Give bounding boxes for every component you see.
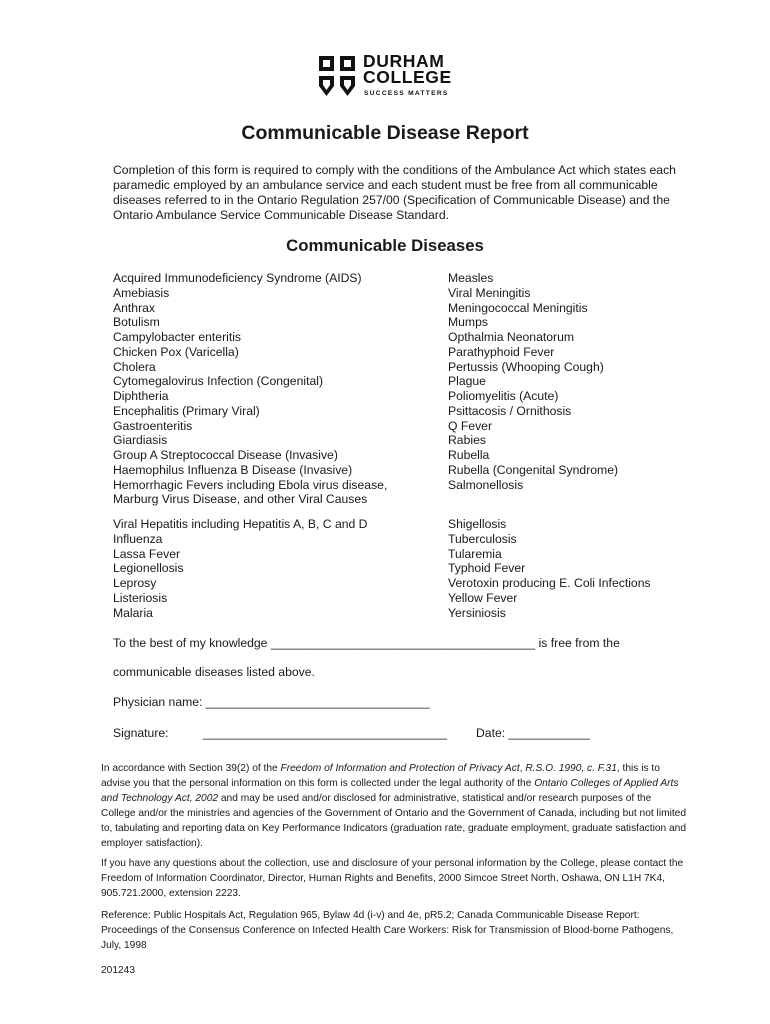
list-item: Opthalmia Neonatorum <box>448 330 574 344</box>
disease-list-right-1 <box>448 271 618 492</box>
list-item: Malaria <box>113 605 153 620</box>
list-item: Yellow Fever <box>448 590 518 605</box>
durham-college-logo <box>318 52 458 102</box>
list-item: Viral Meningitis <box>448 285 531 300</box>
list-item: Rubella (Congenital Syndrome) <box>448 462 619 477</box>
list-item: Parathyphoid Fever <box>448 344 555 359</box>
list-item: Measles <box>448 271 494 285</box>
disease-list-left-1 <box>113 271 387 507</box>
form-code: 201243 <box>101 965 135 976</box>
list-item: Encephalitis (Primary Viral) <box>113 403 260 418</box>
list-item: Mumps <box>448 315 488 330</box>
colleges-act-name: Ontario Colleges of Applied Arts and Technology Act, 2002 <box>101 778 679 804</box>
list-item: Verotoxin producing E. Coli Infections <box>448 576 651 590</box>
knowledge-statement-cont: communicable diseases listed above. <box>113 665 315 679</box>
logo-tagline: SUCCESS MATTERS <box>364 90 449 97</box>
list-item: Lassa Fever <box>113 546 181 561</box>
list-item: Amebiasis <box>113 285 170 300</box>
list-item: Tularemia <box>448 546 502 561</box>
list-item: Yersiniosis <box>448 605 506 620</box>
list-item: Listeriosis <box>113 590 168 605</box>
list-item: Tuberculosis <box>448 531 517 546</box>
intro-paragraph: Completion of this form is required to comply with the conditions of the Ambulance Act which states each paramedic employed by an ambulance service and each student must be free from all communicable diseases referred to in the Ontario Regulation 257/00 (Specification of Communicable Disease) and the Ontario Ambulance Service Communicable Disease Standard. <box>113 163 676 222</box>
list-item: Viral Hepatitis including Hepatitis A, B, C and D <box>113 517 368 531</box>
list-item: Cholera <box>113 359 156 374</box>
diseases-heading: Communicable Diseases <box>286 236 484 255</box>
disease-list-right-2 <box>448 517 651 620</box>
list-item: Poliomyelitis (Acute) <box>448 389 559 403</box>
list-item: Hemorrhagic Fevers including Ebola virus disease, <box>113 477 388 492</box>
list-item: Haemophilus Influenza B Disease (Invasive) <box>113 462 353 477</box>
signature-field[interactable]: ____________________________________ <box>203 726 448 740</box>
physician-name-field[interactable]: Physician name: _________________________________ <box>113 695 430 709</box>
privacy-text: , <box>519 763 526 774</box>
list-item: Shigellosis <box>448 517 507 531</box>
privacy-text: In accordance with Section 39(2) of the <box>101 763 281 774</box>
privacy-text: and may be used and/or disclosed for administrative, statistical and/or research purposes of the College and/or the ministries and agencies of the Government of Ontario and the Government of Canada, including but not limited to, tabulating and reporting data on Key Performance Indicators (graduation rate, graduate employment, graduate satisfaction and employer satisfaction). <box>101 793 687 849</box>
logo-text-college: COLLEGE <box>363 67 452 87</box>
list-item: Botulism <box>113 315 160 330</box>
privacy-act-name: Freedom of Information and Protection of Privacy Act <box>280 763 520 774</box>
list-item: Influenza <box>113 531 163 546</box>
list-item: Psittacosis / Ornithosis <box>448 403 572 418</box>
list-item: Cytomegalovirus Infection (Congenital) <box>113 374 323 389</box>
list-item: Anthrax <box>113 300 156 315</box>
list-item: Giardiasis <box>113 433 168 448</box>
list-item: Marburg Virus Disease, and other Viral Causes <box>113 492 368 507</box>
reference-paragraph: Reference: Public Hospitals Act, Regulation 965, Bylaw 4d (i-v) and 4e, pR5.2; Canada Communicable Disease Report: Proceedings of the Consensus Conference on Infected Health Care Workers: Risk for Transmission of Blood-borne Pathogens, July, 1998 <box>101 910 674 951</box>
logo-text-durham: DURHAM <box>363 51 445 71</box>
list-item: Group A Streptococcal Disease (Invasive) <box>113 448 338 462</box>
date-field[interactable]: Date: ____________ <box>476 726 590 740</box>
disease-list-left-2 <box>113 517 368 620</box>
list-item: Rabies <box>448 433 486 448</box>
contact-paragraph: If you have any questions about the collection, use and disclosure of your personal information by the College, please contact the Freedom of Information Coordinator, Director, Human Rights and Benefits, 2000 Simcoe Street North, Oshawa, ON L1H 7K4, 905.721.2000, extension 2223. <box>101 858 684 899</box>
list-item: Meningococcal Meningitis <box>448 300 588 315</box>
patient-name-field[interactable]: To the best of my knowledge _______________________________________ is free from the <box>113 636 620 650</box>
page-title: Communicable Disease Report <box>241 122 529 144</box>
list-item: Leprosy <box>113 576 157 590</box>
list-item: Chicken Pox (Varicella) <box>113 344 239 359</box>
list-item: Acquired Immunodeficiency Syndrome (AIDS) <box>113 271 362 285</box>
list-item: Pertussis (Whooping Cough) <box>448 359 604 374</box>
signature-label: Signature: <box>113 726 169 740</box>
list-item: Plague <box>448 374 486 389</box>
list-item: Typhoid Fever <box>448 561 526 576</box>
privacy-notice <box>101 761 686 851</box>
list-item: Rubella <box>448 448 490 462</box>
privacy-statute-citation: R.S.O. 1990, c. F.31 <box>525 763 617 774</box>
durham-college-emblem-icon <box>318 54 356 98</box>
list-item: Q Fever <box>448 418 493 433</box>
list-item: Campylobacter enteritis <box>113 330 242 344</box>
privacy-text: , this is to advise you that the personal information on this form is collected under the legal authority of the <box>101 763 660 789</box>
list-item: Salmonellosis <box>448 477 524 492</box>
list-item: Legionellosis <box>113 561 184 576</box>
list-item: Diphtheria <box>113 389 169 403</box>
list-item: Gastroenteritis <box>113 418 193 433</box>
